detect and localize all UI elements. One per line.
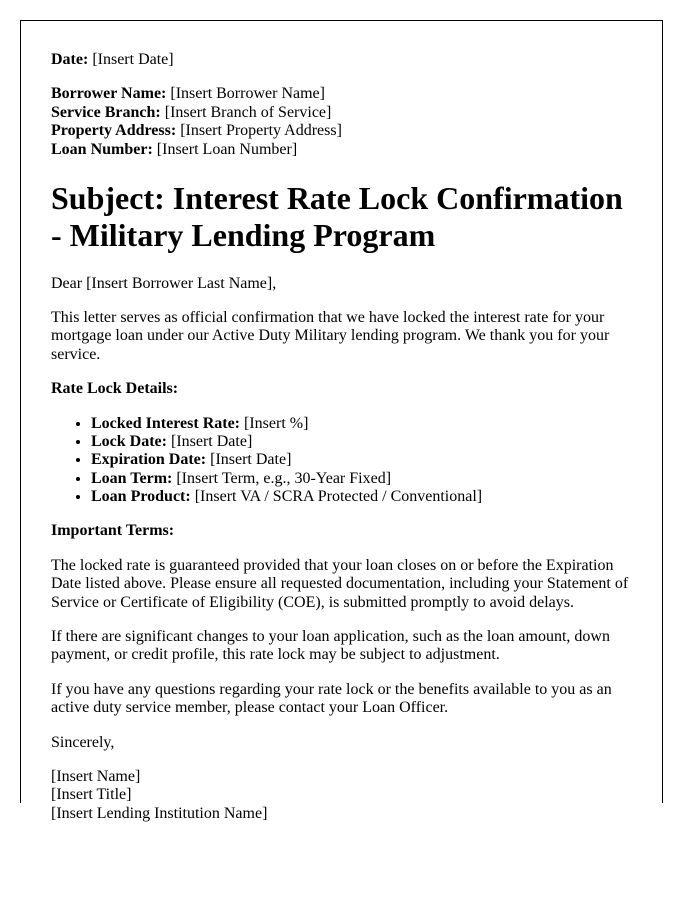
terms-paragraph-contact: If you have any questions regarding your rate lock or the benefits available to you as an active duty service member, please contact your Loan Officer.: [51, 680, 612, 717]
lock-date-value: [Insert Date]: [170, 432, 253, 450]
borrower-name-value: [Insert Borrower Name]: [170, 85, 325, 103]
closing: Sincerely,: [51, 733, 115, 751]
terms-paragraph-adjustment: If there are significant changes to your loan application, such as the loan amount, down payment, or credit profile, this rate lock may be subject to adjustment.: [51, 628, 610, 664]
rate-lock-details-heading-text: Rate Lock Details:: [51, 380, 179, 398]
date-value: [Insert Date]: [92, 51, 174, 68]
property-address-label: Property Address:: [51, 122, 177, 140]
lock-date-label: Lock Date:: [91, 432, 167, 450]
list-item-locked-interest-rate: [91, 415, 632, 433]
loan-number-label: Loan Number:: [51, 140, 153, 158]
signature-block: [51, 768, 632, 823]
intro-paragraph: This letter serves as official confirmation that we have locked the interest rate for your mortgage loan under our Active Duty Military lending program. We thank you for your service.: [51, 308, 610, 363]
service-branch-value: [Insert Branch of Service]: [164, 103, 332, 121]
property-address-value: [Insert Property Address]: [180, 122, 342, 140]
subject-heading: Subject: Interest Rate Lock Confirmation - Military Lending Program: [51, 179, 623, 253]
loan-number-value: [Insert Loan Number]: [156, 140, 298, 158]
salutation: Dear [Insert Borrower Last Name],: [51, 274, 277, 292]
signature-title: [Insert Title]: [51, 786, 132, 804]
locked-interest-rate-label: Locked Interest Rate:: [91, 414, 241, 432]
list-item-loan-product: [91, 488, 632, 506]
date-line: [51, 51, 632, 69]
important-terms-heading: [51, 522, 632, 540]
loan-term-label: Loan Term:: [91, 469, 173, 487]
important-terms-heading-text: Important Terms:: [51, 522, 175, 540]
locked-interest-rate-value: [Insert %]: [244, 414, 309, 432]
list-item-loan-term: [91, 470, 632, 488]
loan-product-label: Loan Product:: [91, 488, 191, 506]
borrower-info-block: [51, 85, 632, 159]
expiration-date-value: [Insert Date]: [210, 451, 292, 469]
date-label: Date:: [51, 51, 89, 68]
terms-paragraph-guarantee: The locked rate is guaranteed provided that your loan closes on or before the Expiration Date listed above. Please ensure all requested documentation, including your Statement of Service or Certificate of Eligibility (COE), is submitted promptly to avoid delays.: [51, 556, 629, 611]
letter-document: [20, 20, 663, 822]
list-item-expiration-date: [91, 451, 632, 469]
service-branch-label: Service Branch:: [51, 103, 161, 121]
signature-institution: [Insert Lending Institution Name]: [51, 804, 268, 822]
list-item-lock-date: [91, 433, 632, 451]
rate-lock-details-list: [51, 415, 632, 507]
loan-term-value: [Insert Term, e.g., 30-Year Fixed]: [176, 469, 392, 487]
signature-name: [Insert Name]: [51, 767, 141, 785]
expiration-date-label: Expiration Date:: [91, 451, 207, 469]
borrower-name-label: Borrower Name:: [51, 85, 167, 103]
loan-product-value: [Insert VA / SCRA Protected / Conventional]: [194, 488, 483, 506]
rate-lock-details-heading: [51, 380, 632, 398]
